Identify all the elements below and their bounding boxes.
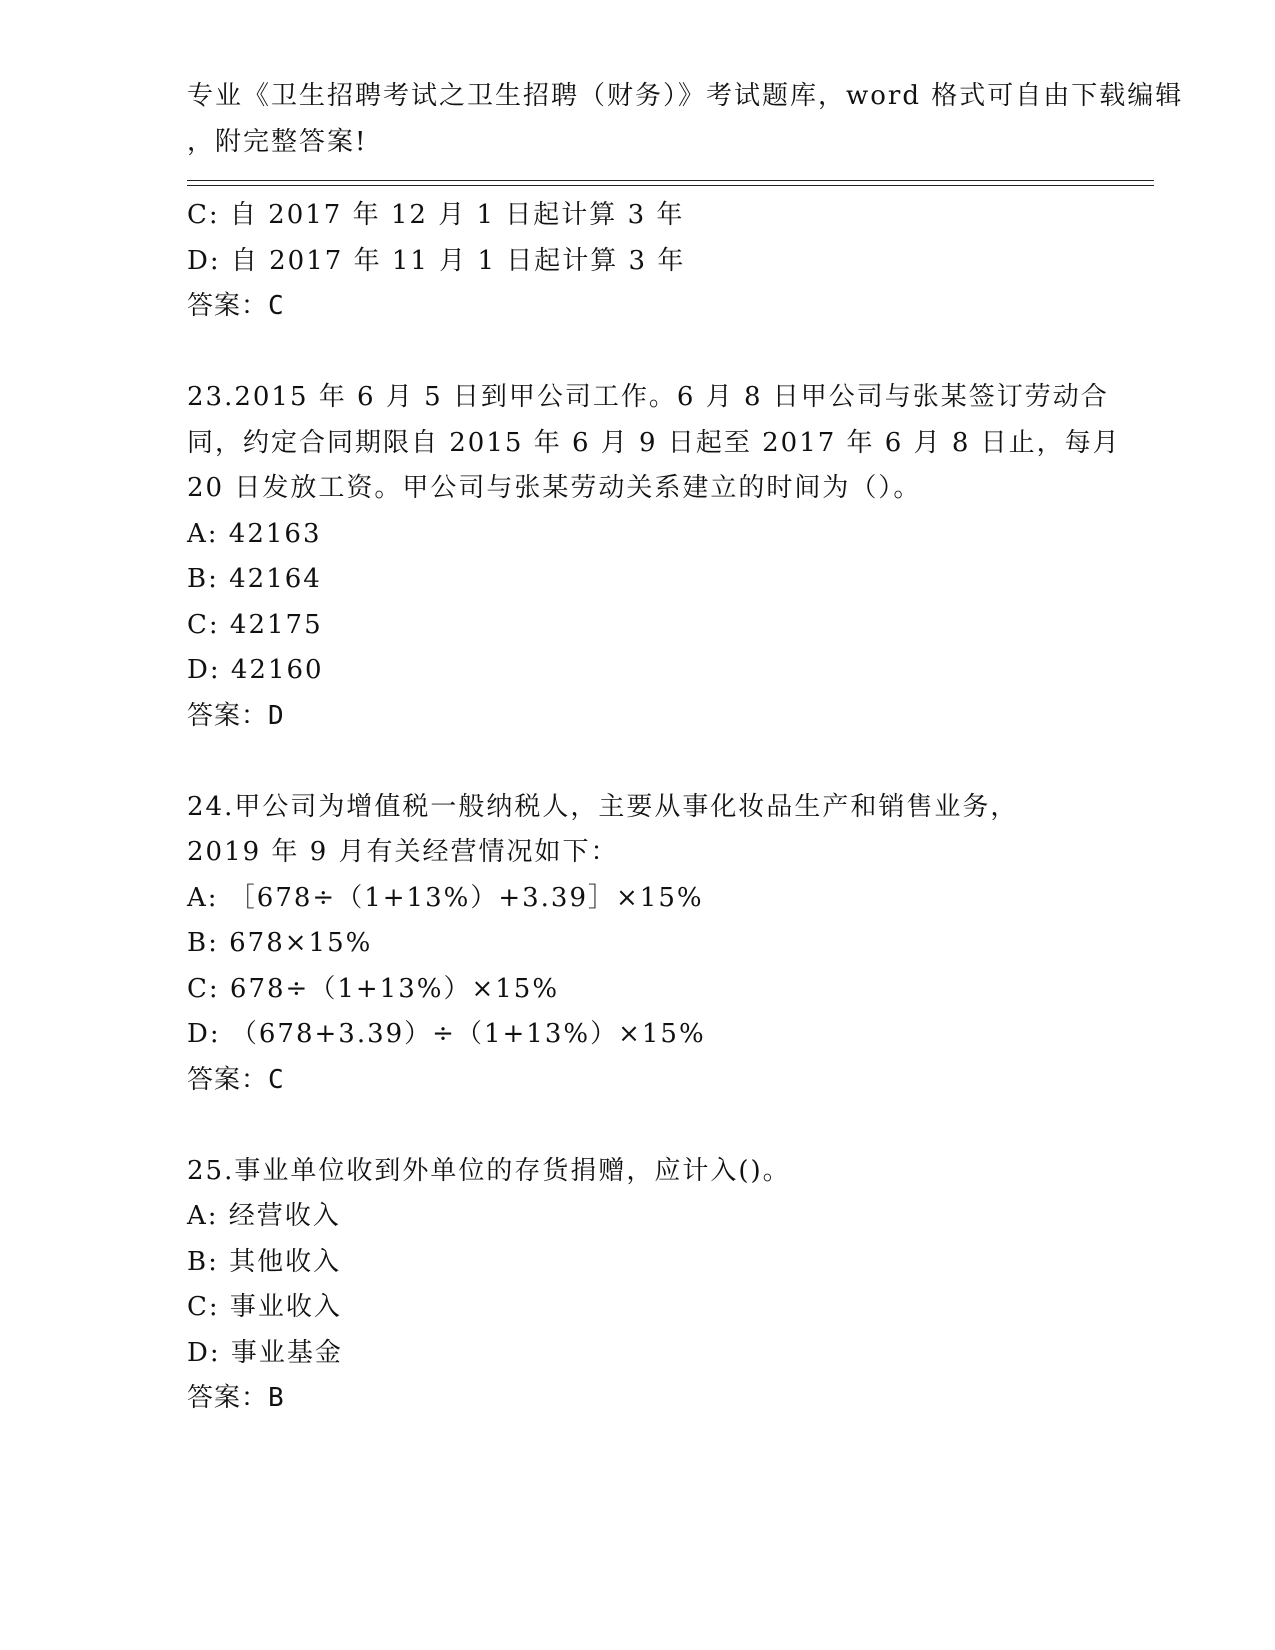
answer: 答案：B xyxy=(187,1383,285,1413)
answer: 答案：C xyxy=(187,291,285,321)
option-a: A: 经营收入 xyxy=(187,1201,341,1231)
header-line-1: 专业《卫生招聘考试之卫生招聘（财务）》考试题库，word 格式可自由下载编辑 xyxy=(187,81,1184,111)
question-stem-line: 20 日发放工资。甲公司与张某劳动关系建立的时间为（）。 xyxy=(187,473,922,503)
option-d: D: 事业基金 xyxy=(187,1337,343,1368)
question-stem-line: 23.2015 年 6 月 5 日到甲公司工作。6 月 8 日甲公司与张某签订劳动合 xyxy=(187,382,1109,412)
question-stem-line: 同，约定合同期限自 2015 年 6 月 9 日起至 2017 年 6 月 8 日止，每月 xyxy=(187,427,1121,458)
option-b: B: 678×15% xyxy=(187,928,373,958)
option-d: D: （678+3.39）÷（1+13%）×15% xyxy=(187,1019,706,1049)
question-stem-line: 25.事业单位收到外单位的存货捐赠，应计入()。 xyxy=(187,1155,791,1186)
answer: 答案：C xyxy=(187,1064,285,1095)
option-d: D: 自 2017 年 11 月 1 日起计算 3 年 xyxy=(187,245,686,276)
question-23 xyxy=(187,375,1121,739)
question-25 xyxy=(187,1149,1087,1422)
question-stem-line: 2019 年 9 月有关经营情况如下： xyxy=(187,837,619,867)
question-24 xyxy=(187,785,1087,1104)
option-c: C: 事业收入 xyxy=(187,1292,342,1322)
option-c: C: 自 2017 年 12 月 1 日起计算 3 年 xyxy=(187,200,685,230)
header-divider-top xyxy=(187,180,1154,181)
option-a: A: 42163 xyxy=(187,518,322,549)
spacer xyxy=(187,1103,1087,1149)
spacer xyxy=(187,330,1087,376)
spacer xyxy=(187,739,1087,785)
answer: 答案：D xyxy=(187,700,285,731)
question-content xyxy=(187,193,1121,1422)
question-continued xyxy=(187,193,1087,330)
option-b: B: 其他收入 xyxy=(187,1246,342,1277)
question-stem-line: 24.甲公司为增值税一般纳税人，主要从事化妆品生产和销售业务， xyxy=(187,791,1019,822)
option-a: A: ［678÷（1+13%）+3.39］×15% xyxy=(187,882,704,913)
header-line-2: ，附完整答案! xyxy=(187,126,368,157)
option-b: B: 42164 xyxy=(187,564,322,594)
header-divider-bottom xyxy=(187,185,1154,186)
option-c: C: 42175 xyxy=(187,609,323,640)
option-c: C: 678÷（1+13%）×15% xyxy=(187,973,560,1004)
document-header xyxy=(187,74,1184,165)
option-d: D: 42160 xyxy=(187,655,324,685)
